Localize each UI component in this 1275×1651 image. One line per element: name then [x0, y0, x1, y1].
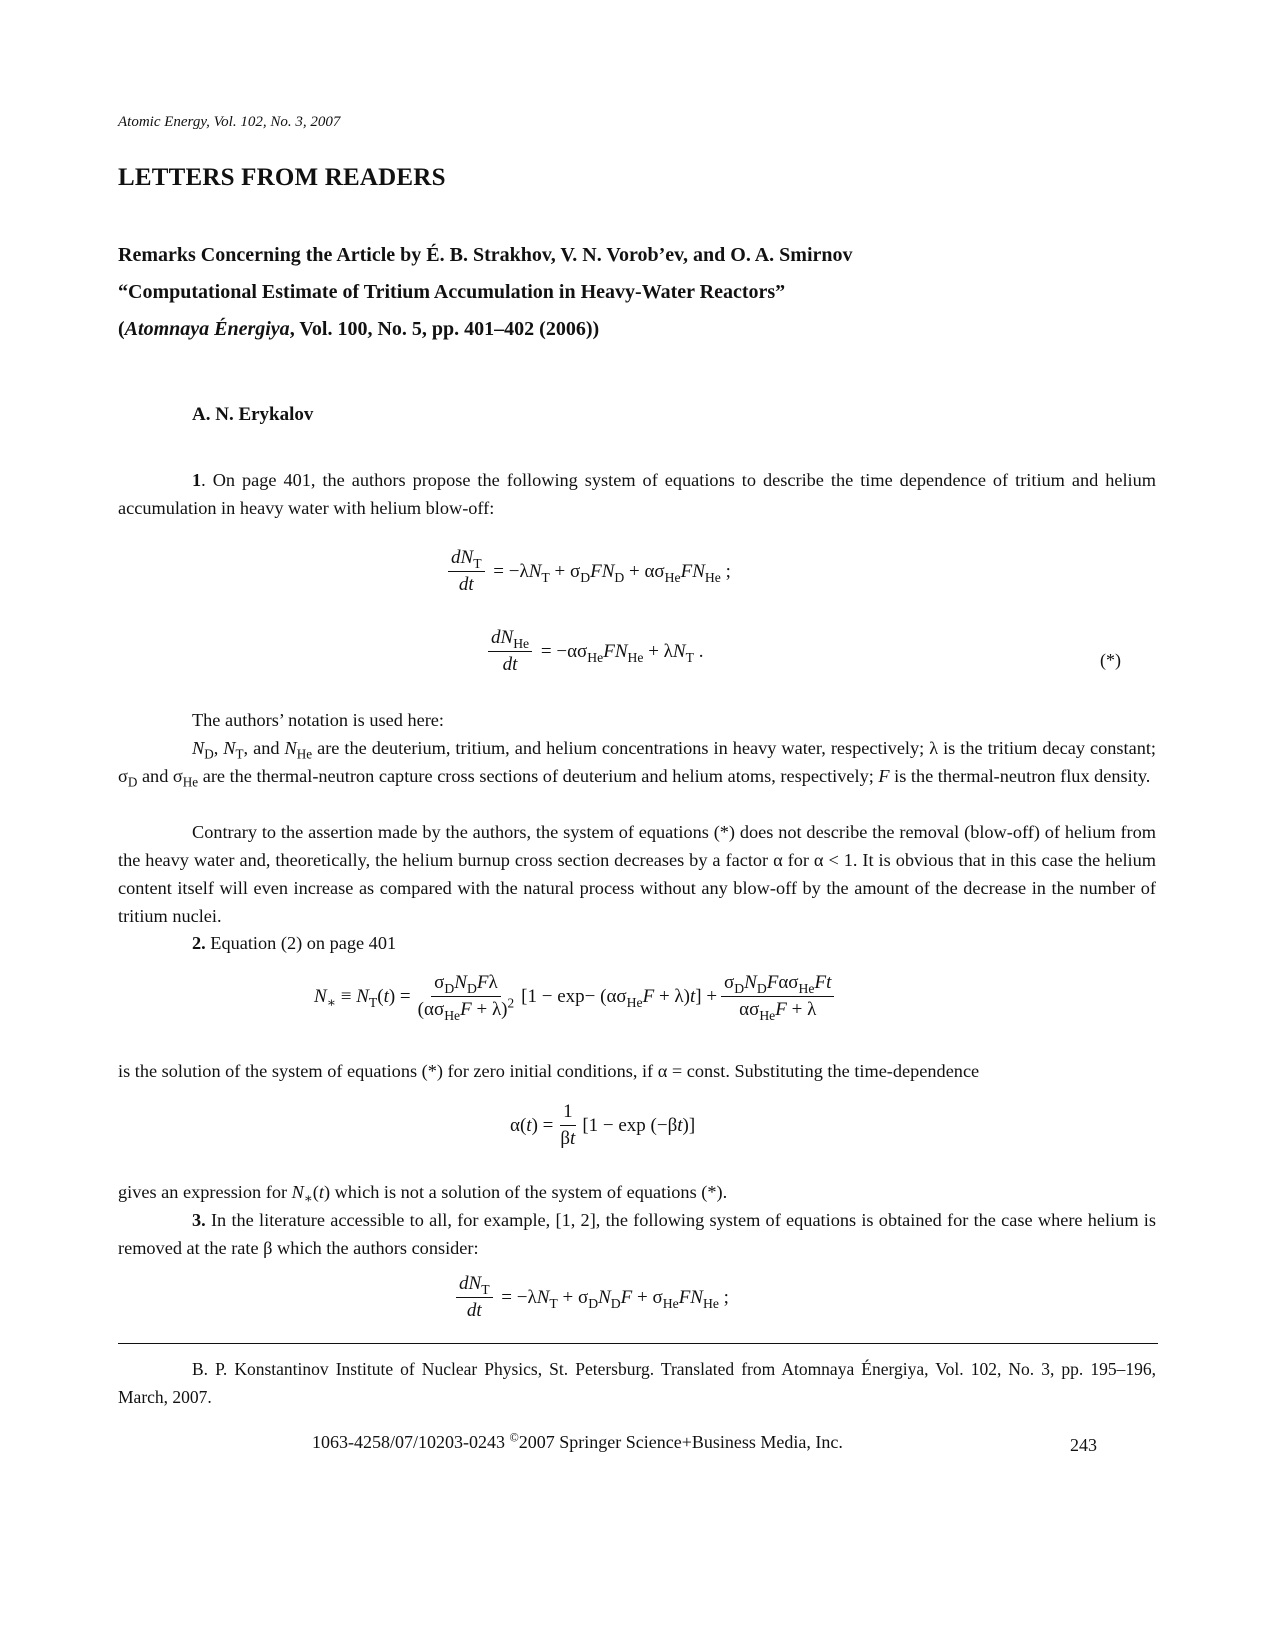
- paragraph-solution: is the solution of the system of equations (*) for zero initial conditions, if α = const. Substituting the time-dependence: [118, 1061, 980, 1081]
- paragraph-1: 1. On page 401, the authors propose the following system of equations to describe the time dependence of tritium and helium accumulation in heavy water with helium blow-off:: [118, 470, 1156, 518]
- equation-2: $N_∗ \equiv N_T(t)$ = $\frac{\sigma_DN_DF\lambda}{(\alpha\sigma_{He}F + \lambda)^2}$ $[1 - \exp- (\alpha\sigma_{He}F + \lambda)t]$ + $\frac{\sigma_DN_DF\alpha\sigma_{He}Ft}{\alpha\sigma_{He}F + \lambda}$: [314, 972, 838, 1021]
- item-number-1: 1: [192, 470, 202, 490]
- equation-star-line-2: $\frac{dN_{He}}{dt}$ = $-\alpha\sigma_{He}FN_{He} + \lambda N_T$ .: [484, 627, 703, 676]
- copyright-symbol: ©: [509, 1430, 519, 1445]
- paragraph-definitions: $N_D$, $N_T$, and $N_{He}$ are the deuterium, tritium, and helium concentrations in heavy water, respectively; λ is the tritium decay constant; $\sigma_D$ and $\sigma_{He}$ are the thermal-neutron capture cross sections of deuterium and helium atoms, respectively; F is the thermal-neutron flux density.: [118, 738, 1157, 790]
- page-number: 243: [1070, 1435, 1097, 1455]
- section-title: LETTERS FROM READERS: [118, 164, 446, 191]
- item-number-2: 2.: [192, 933, 206, 953]
- paragraph-2: 2. Equation (2) on page 401: [192, 933, 397, 953]
- paragraph-gives: gives an expression for $N_∗(t)$ which is not a solution of the system of equations (*).: [118, 1182, 728, 1206]
- footnote-affiliation: B. P. Konstantinov Institute of Nuclear Physics, St. Petersburg. Translated from Atomnaya Énergiya, Vol. 102, No. 3, pp. 195–196, March, 2007.: [118, 1359, 1156, 1407]
- paragraph-contrary: Contrary to the assertion made by the authors, the system of equations (*) does not describe the removal (blow-off) of helium from the heavy water and, theoretically, the helium burnup cross section decreases by a factor α for α < 1. It is obvious that in this case the helium content itself will even increase as compared with the natural process without any blow-off by the amount of the decrease in the number of tritium nuclei.: [118, 822, 1156, 926]
- equation-alpha: α(t) = $\frac{1}{\beta t}$ [1 − exp (−βt)]: [510, 1101, 696, 1149]
- paragraph-3: 3. In the literature accessible to all, for example, [1, 2], the following system of equations is obtained for the case where helium is removed at the rate β which the authors consider:: [118, 1210, 1156, 1258]
- source-journal-name: Atomnaya Énergiya: [124, 318, 290, 340]
- equation-3-line-1: $\frac{dN_T}{dt}$ = $-\lambda N_T + \sigma_DN_DF + \sigma_{He}FN_{He}$ ;: [452, 1273, 729, 1322]
- paragraph-notation: The authors’ notation is used here:: [192, 710, 444, 730]
- equation-number-star: (*): [1100, 650, 1121, 670]
- equation-star-line-1: $\frac{dN_T}{dt}$ = $-\lambda N_T + \sigma_DFN_D + \alpha\sigma_{He}FN_{He}$ ;: [444, 547, 731, 596]
- article-title-line-2: “Computational Estimate of Tritium Accumulation in Heavy-Water Reactors”: [118, 281, 786, 303]
- journal-citation: Atomic Energy, Vol. 102, No. 3, 2007: [118, 114, 341, 130]
- article-title-line-3: (Atomnaya Énergiya, Vol. 100, No. 5, pp. 401–402 (2006)): [118, 318, 600, 340]
- copyright-line: 1063-4258/07/10203-0243 ©2007 Springer Science+Business Media, Inc.: [312, 1430, 843, 1452]
- author-name: A. N. Erykalov: [192, 404, 314, 425]
- footnote-divider: [118, 1343, 1158, 1344]
- article-title-line-1: Remarks Concerning the Article by É. B. Strakhov, V. N. Vorob’ev, and O. A. Smirnov: [118, 244, 853, 266]
- item-number-3: 3.: [192, 1210, 206, 1230]
- article-title: [118, 237, 1168, 348]
